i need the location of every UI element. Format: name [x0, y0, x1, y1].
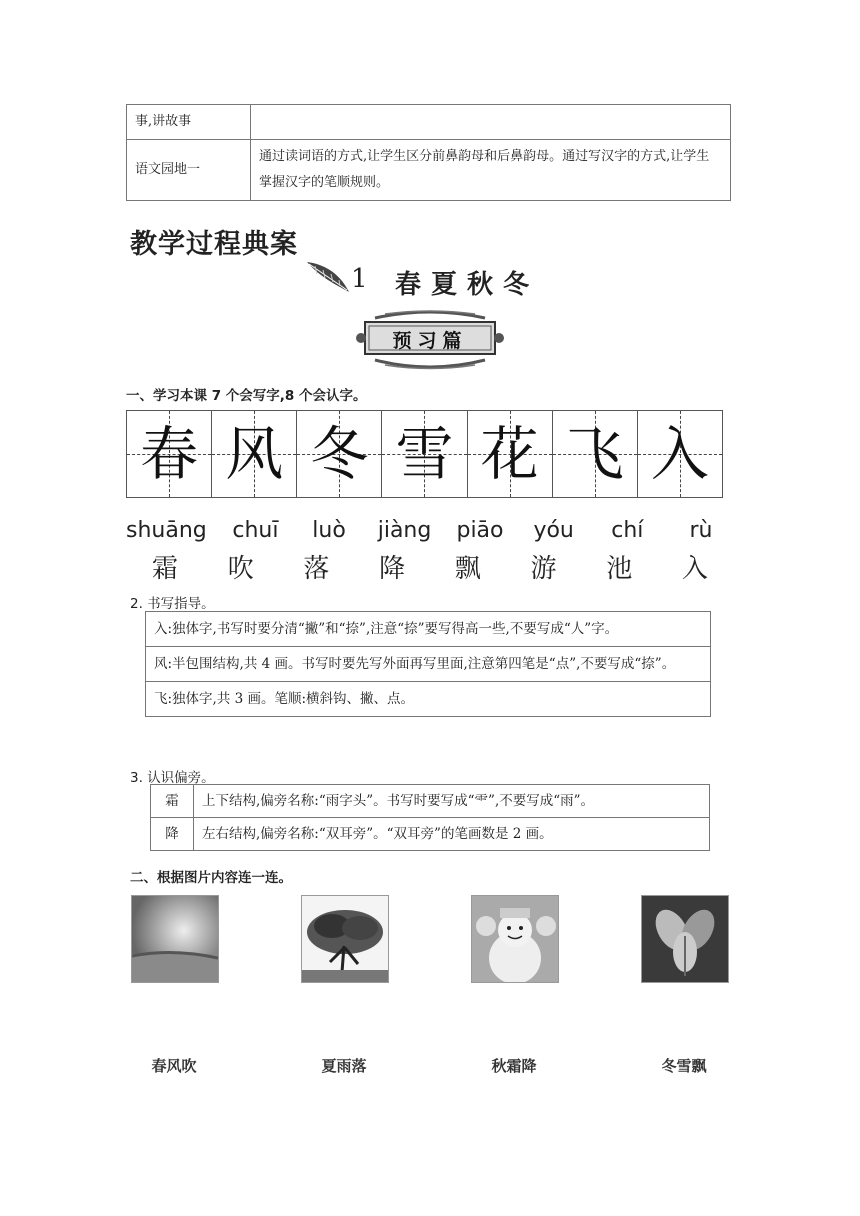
pinyin: shuāng: [126, 518, 207, 543]
pinyin: yóu: [533, 518, 574, 543]
radical-desc: [194, 785, 710, 818]
photo-misty-scene[interactable]: [131, 895, 219, 983]
grid-cell: [468, 411, 553, 497]
preview-label: 预习篇: [392, 330, 468, 352]
write-char: 入: [650, 420, 709, 488]
read-char: 落: [303, 554, 330, 584]
desc-text: ”,不要写成“雨”。: [488, 793, 595, 809]
table-row: [127, 105, 731, 140]
radical-desc: 左右结构,偏旁名称:“双耳旁”。“双耳旁”的笔画数是 2 画。: [194, 818, 710, 851]
section-title: 教学过程典案: [130, 229, 298, 260]
grid-cell: [638, 411, 722, 497]
grid-cell: [212, 411, 297, 497]
pinyin: rù: [689, 518, 713, 543]
grid-cell: [127, 411, 212, 497]
desc-text: 上下结构,偏旁名称:“雨字头”。书写时要写成“: [202, 793, 475, 809]
pinyin-row: [126, 518, 726, 543]
pinyin: luò: [312, 518, 346, 543]
table-row: [146, 612, 711, 647]
write-char: 春: [140, 420, 199, 488]
grid-cell: [382, 411, 467, 497]
table-row: [127, 140, 731, 201]
write-char: 风: [225, 420, 284, 488]
table-cell: [251, 105, 731, 140]
table-row: [146, 682, 711, 717]
table-cell: 语文园地一: [127, 140, 251, 201]
table-cell: 事,讲故事: [127, 105, 251, 140]
pinyin: chí: [611, 518, 644, 543]
top-table: [126, 104, 731, 201]
caption[interactable]: 秋霜降: [491, 1057, 537, 1075]
pinyin: chuī: [232, 518, 279, 543]
write-char: 雪: [395, 420, 454, 488]
radical-table: [150, 784, 710, 851]
rain-radical-glyph: ⻗: [474, 793, 489, 809]
part2-heading: 2. 书写指导。: [130, 596, 215, 612]
write-char: 冬: [310, 420, 369, 488]
radical-char: 霜: [151, 785, 194, 818]
grid-cell: [297, 411, 382, 497]
table-row: [151, 785, 710, 818]
table-cell: 通过读词语的方式,让学生区分前鼻韵母和后鼻韵母。通过写汉字的方式,让学生掌握汉字的笔顺规则。: [251, 140, 731, 201]
writing-grid: [126, 410, 723, 498]
table-row: [151, 818, 710, 851]
photo-snowman[interactable]: [471, 895, 559, 983]
pinyin: jiàng: [377, 518, 432, 543]
read-char: 降: [379, 554, 406, 584]
lesson-title: 春夏秋冬: [395, 270, 540, 300]
pinyin: piāo: [456, 518, 504, 543]
caption[interactable]: 冬雪飘: [661, 1057, 707, 1075]
part4-heading: 二、根据图片内容连一连。: [130, 870, 292, 886]
guide-item: 飞:独体字,共 3 画。笔顺:横斜钩、撇、点。: [146, 682, 711, 717]
part3-heading: 3. 认识偏旁。: [130, 770, 215, 786]
caption[interactable]: 春风吹: [151, 1057, 197, 1075]
read-char: 吹: [227, 554, 254, 584]
lesson-header: [305, 258, 565, 304]
read-char: 游: [530, 554, 557, 584]
table-row: [146, 647, 711, 682]
read-char: 池: [606, 554, 633, 584]
read-char: 霜: [151, 554, 178, 584]
guide-item: 入:独体字,书写时要分清“撇”和“捺”,注意“捺”要写得高一些,不要写成“人”字。: [146, 612, 711, 647]
photo-tree[interactable]: [301, 895, 389, 983]
hanzi-row: [140, 548, 720, 585]
quill-icon: [305, 258, 351, 298]
grid-cell: [553, 411, 638, 497]
photo-frosted-leaves[interactable]: [641, 895, 729, 983]
preview-banner: [355, 308, 505, 374]
writing-guide-table: [145, 611, 711, 717]
read-char: 飘: [454, 554, 481, 584]
write-char: 飞: [565, 420, 624, 488]
radical-char: 降: [151, 818, 194, 851]
lesson-number: 1: [351, 264, 368, 294]
write-char: 花: [480, 420, 539, 488]
caption[interactable]: 夏雨落: [321, 1057, 367, 1075]
part1-heading: 一、学习本课 7 个会写字,8 个会认字。: [126, 388, 367, 404]
guide-item: 风:半包围结构,共 4 画。书写时要先写外面再写里面,注意第四笔是“点”,不要写成“捺”。: [146, 647, 711, 682]
read-char: 入: [681, 554, 708, 584]
